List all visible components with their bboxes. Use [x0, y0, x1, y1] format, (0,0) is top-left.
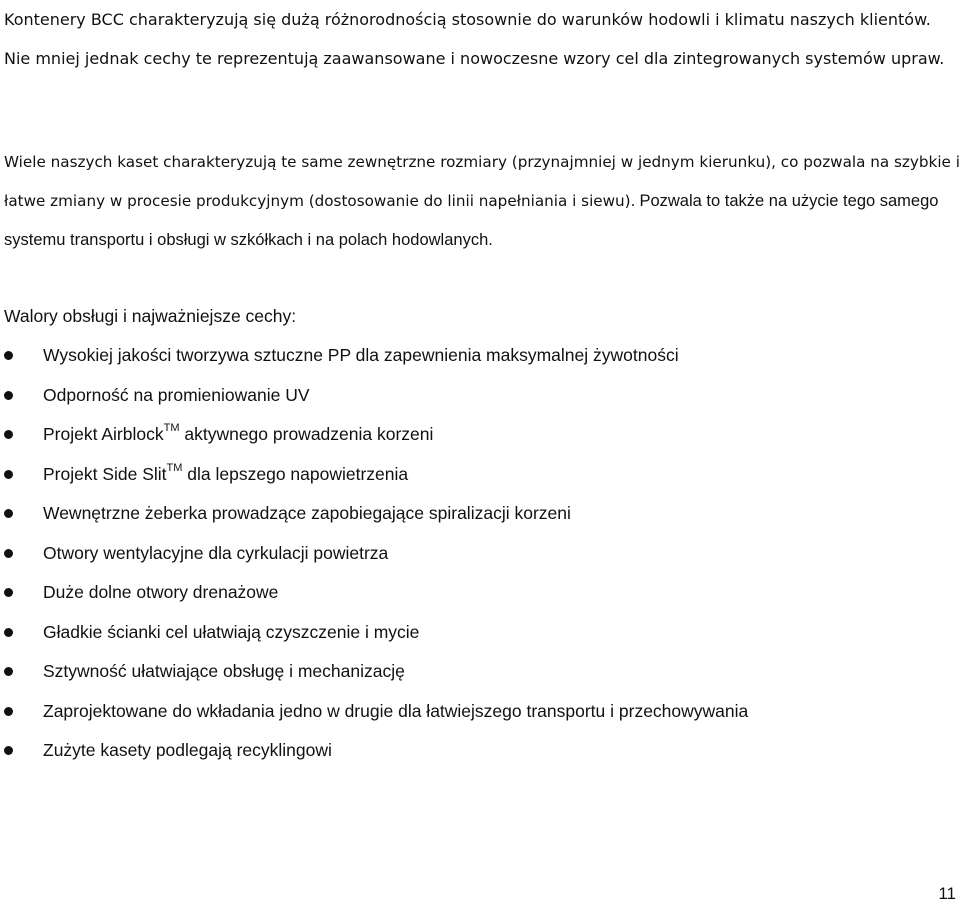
- list-item: [0, 613, 748, 653]
- list-item: [0, 731, 748, 771]
- paragraph-part-2: Pozwala to także na użycie tego samego systemu transportu i obsługi w szkółkach i na polach hodowlanych.: [4, 192, 939, 249]
- list-item-text: Sztywność ułatwiające obsługę i mechanizację: [43, 661, 405, 681]
- list-item: [0, 573, 748, 613]
- intro-paragraph: Kontenery BCC charakteryzują się dużą różnorodnością stosownie do warunków hodowli i klimatu naszych klientów. Nie mniej jednak cechy te reprezentują zaawansowane i nowoczesne wzory cel dla zintegrowanych systemów upraw.: [4, 10, 945, 68]
- bullet-icon: [4, 509, 13, 518]
- list-item-text: Odporność na promieniowanie UV: [43, 384, 310, 405]
- bullet-icon: [4, 746, 13, 755]
- list-item-text: Wewnętrzne żeberka prowadzące zapobiegające spiralizacji korzeni: [43, 503, 571, 523]
- list-item-text: Zużyte kasety podlegają recyklingowi: [43, 740, 332, 760]
- list-item: [0, 692, 748, 732]
- paragraph-part-1: Wiele naszych kaset charakteryzują te same zewnętrzne rozmiary (przynajmniej w jednym kierunku), co pozwala na szybkie i łatwe zmiany w procesie produkcyjnym (dostosowanie do linii napełniania i siewu).: [4, 153, 960, 210]
- list-item: [0, 652, 748, 692]
- bullet-icon: [4, 628, 13, 637]
- list-item: [0, 415, 748, 455]
- trademark-superscript: TM: [166, 461, 183, 474]
- list-item-text: Otwory wentylacyjne dla cyrkulacji powietrza: [43, 542, 389, 563]
- list-item: [0, 336, 748, 376]
- list-item: [0, 376, 748, 416]
- bullet-icon: [4, 667, 13, 676]
- list-item: [0, 455, 748, 495]
- list-item-text: Wysokiej jakości tworzywa sztuczne PP dla zapewnienia maksymalnej żywotności: [43, 345, 679, 365]
- bullet-icon: [4, 707, 13, 716]
- list-item-text: Gładkie ścianki cel ułatwiają czyszczenie i mycie: [43, 621, 420, 642]
- bullet-icon: [4, 351, 13, 360]
- list-item-text: Projekt Airblock: [43, 424, 164, 444]
- list-item-text: Zaprojektowane do wkładania jedno w drugie dla łatwiejszego transportu i przechowywania: [43, 700, 749, 721]
- list-item: [0, 534, 748, 574]
- cassette-dimensions-paragraph: [4, 143, 960, 260]
- bullet-icon: [4, 430, 13, 439]
- bullet-icon: [4, 588, 13, 597]
- list-item: [0, 494, 748, 534]
- bullet-icon: [4, 470, 13, 479]
- trademark-superscript: TM: [163, 422, 180, 434]
- list-item-text: Projekt Side Slit: [43, 463, 167, 484]
- page-number: 11: [938, 884, 956, 903]
- list-item-text-continued: aktywnego prowadzenia korzeni: [179, 424, 434, 444]
- features-list: [0, 336, 748, 771]
- list-item-text-continued: dla lepszego napowietrzenia: [182, 463, 409, 484]
- bullet-icon: [4, 391, 13, 400]
- list-item-text: Duże dolne otwory drenażowe: [43, 582, 279, 602]
- bullet-icon: [4, 549, 13, 558]
- features-heading: Walory obsługi i najważniejsze cechy:: [4, 306, 297, 326]
